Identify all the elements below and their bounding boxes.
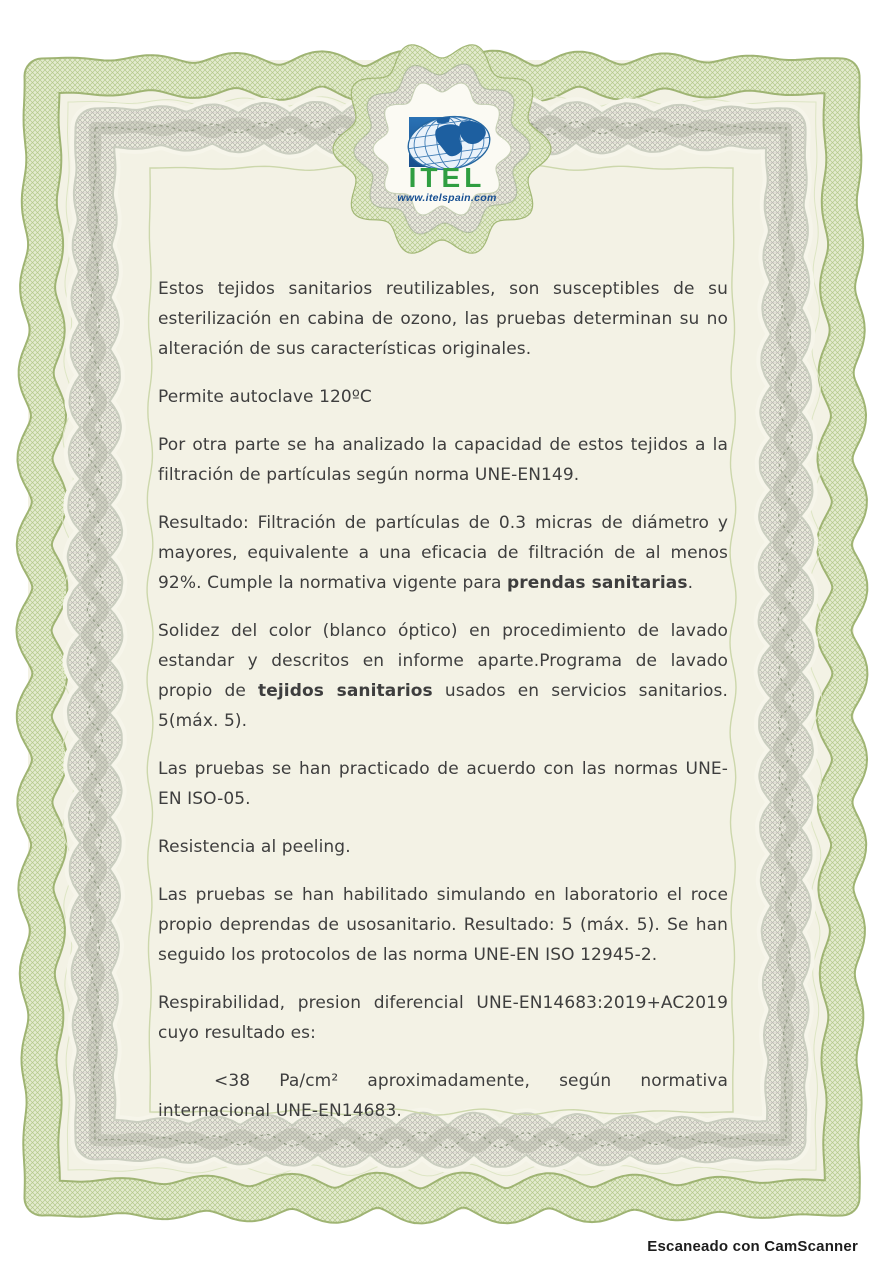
camscanner-attribution: Escaneado con CamScanner bbox=[647, 1238, 858, 1255]
text-segment: Resultado: Filtración de partículas de 0.3 micras de diámetro y mayores, equivalente a una eficacia de filtración de al menos 92%. Cumple la normativa vigente para bbox=[158, 513, 728, 593]
text-segment: <38 Pa/cm² aproximadamente, según normativa internacional UNE-EN14683. bbox=[158, 1071, 728, 1121]
text-segment: Resistencia al peeling. bbox=[158, 837, 351, 857]
text-segment: . bbox=[687, 573, 694, 593]
paragraph-4 bbox=[158, 508, 728, 598]
text-segment: Las pruebas se han practicado de acuerdo con las normas UNE-EN ISO-05. bbox=[158, 759, 728, 809]
text-segment: Las pruebas se han habilitado simulando en laboratorio el roce propio deprendas de usosanitario. Resultado: 5 (máx. 5). Se han seguido los protocolos de las norma UNE-EN ISO 12945-2. bbox=[158, 885, 728, 965]
itel-logo-website: www.itelspain.com bbox=[397, 192, 497, 204]
text-segment: Permite autoclave 120ºC bbox=[158, 387, 372, 407]
itel-logo-wordmark: ITEL bbox=[408, 162, 486, 193]
paragraph-2 bbox=[158, 382, 728, 412]
bold-text: tejidos sanitarios bbox=[258, 681, 433, 701]
text-segment: Respirabilidad, presion diferencial UNE-EN14683:2019+AC2019 cuyo resultado es: bbox=[158, 993, 728, 1043]
document-body bbox=[158, 274, 728, 1144]
paragraph-5 bbox=[158, 616, 728, 736]
text-segment: usados en servicios sanitarios. 5(máx. 5). bbox=[158, 681, 729, 731]
paragraph-9 bbox=[158, 988, 728, 1048]
bold-text: prendas sanitarias bbox=[507, 573, 688, 593]
text-segment: Solidez del color (blanco óptico) en procedimiento de lavado estandar y descritos en informe aparte.Programa de lavado propio de bbox=[158, 621, 728, 701]
paragraph-7 bbox=[158, 832, 728, 862]
text-segment: Por otra parte se ha analizado la capacidad de estos tejidos a la filtración de partículas según norma UNE-EN149. bbox=[158, 435, 728, 485]
text-segment: Estos tejidos sanitarios reutilizables, son susceptibles de su esterilización en cabina de ozono, las pruebas determinan su no alteración de sus características originales. bbox=[158, 279, 728, 359]
paragraph-8 bbox=[158, 880, 728, 970]
paragraph-1 bbox=[158, 274, 728, 364]
paragraph-3 bbox=[158, 430, 728, 490]
paragraph-6 bbox=[158, 754, 728, 814]
paragraph-10 bbox=[158, 1066, 728, 1126]
